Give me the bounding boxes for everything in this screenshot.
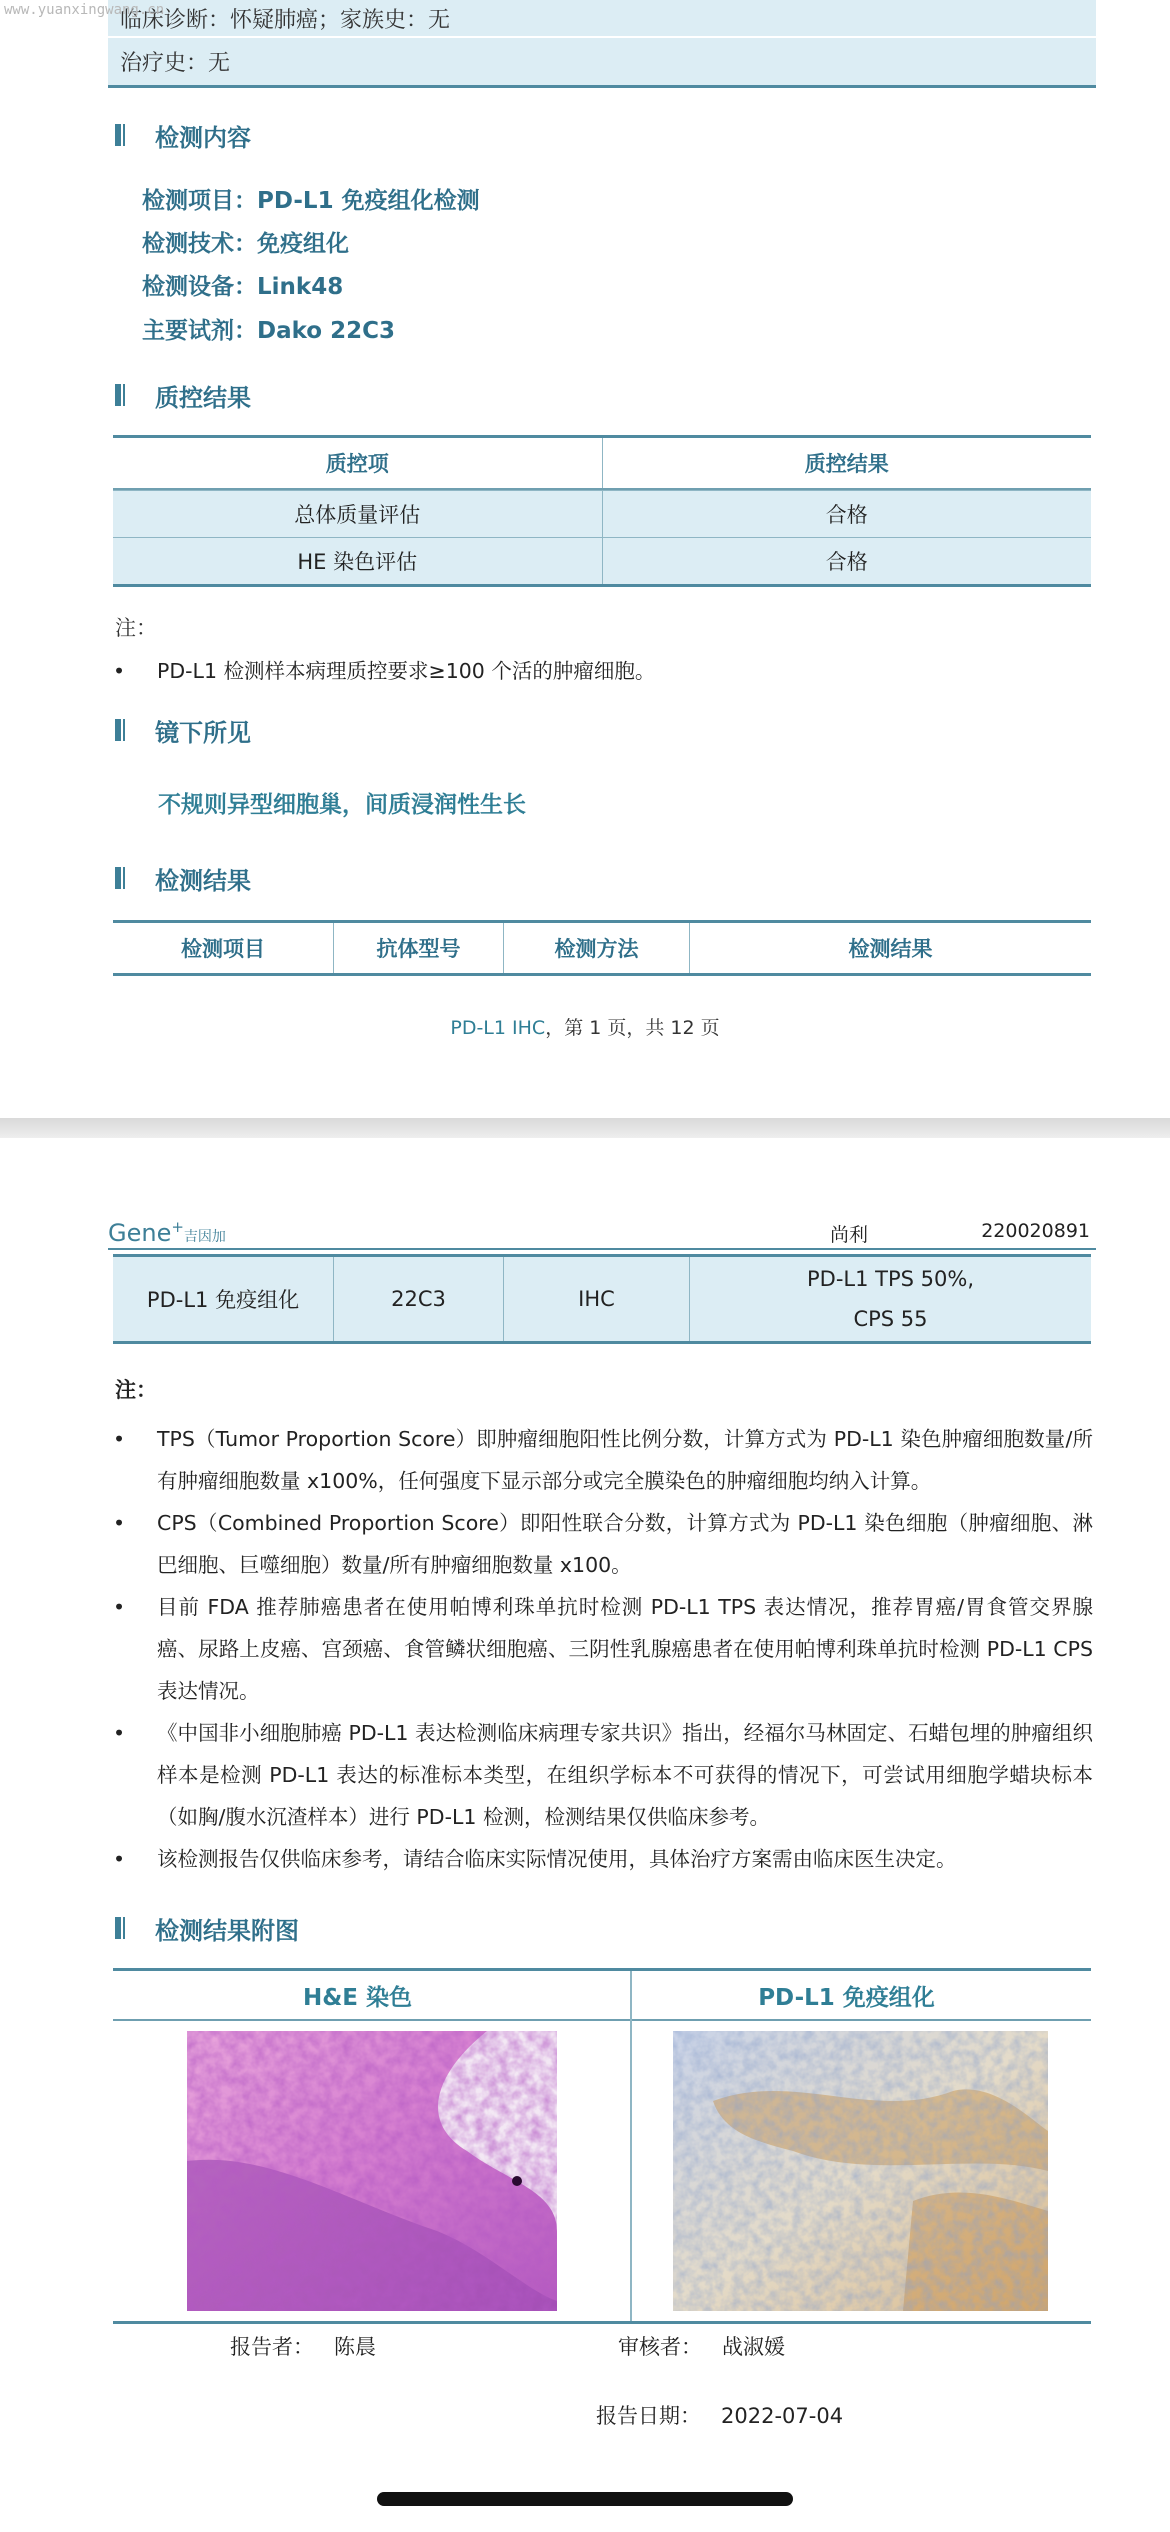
list-item — [113, 1838, 1093, 1880]
test-technique: 检测技术：免疫组化 — [142, 231, 349, 257]
report-id: 220020891 — [981, 1220, 1090, 1242]
footer-test-name: PD-L1 IHC — [450, 1017, 546, 1039]
he-stain-header: H&E 染色 — [302, 1984, 413, 2011]
bullet-icon: • — [113, 1847, 126, 1871]
section-title-content: 检测内容 — [115, 117, 251, 153]
notes-list — [113, 1418, 1093, 1880]
section-bar-icon — [115, 124, 125, 146]
result-table-header — [113, 920, 1091, 976]
qc-header-result: 质控结果 — [602, 438, 1092, 488]
table-row — [113, 537, 1091, 584]
column-divider — [630, 1971, 632, 2321]
qc-table — [113, 435, 1091, 587]
reviewer-name: 战淑媛 — [722, 2335, 786, 2359]
report-page-2 — [0, 1138, 1170, 2532]
footer-page-count: ，第 1 页，共 12 页 — [545, 1017, 720, 1039]
qc-cell-item: 总体质量评估 — [294, 503, 421, 527]
qc-table-header — [113, 438, 1091, 490]
bullet-icon: • — [113, 1595, 126, 1619]
note-label: 注： — [115, 616, 157, 640]
patient-name: 尚利 — [830, 1224, 869, 1246]
table-row — [113, 1254, 1091, 1344]
result-tps: PD-L1 TPS 50%, — [807, 1267, 974, 1291]
report-date-value: 2022-07-04 — [721, 2404, 844, 2428]
report-date-label: 报告日期： — [596, 2404, 701, 2428]
home-indicator[interactable] — [377, 2492, 793, 2506]
section-bar-icon — [115, 867, 125, 889]
watermark: www.yuanxingwang.cn — [4, 2, 165, 18]
list-item — [113, 650, 1093, 692]
result-header-result: 检测结果 — [689, 923, 1091, 973]
bullet-icon: • — [113, 1427, 126, 1451]
report-date — [596, 2400, 843, 2430]
note-cps: CPS（Combined Proportion Score）即阳性联合分数，计算方式为 PD-L1 染色细胞（肿瘤细胞、淋巴细胞、巨噬细胞）数量/所有肿瘤细胞数量 x100。 — [157, 1511, 1093, 1577]
section-title-qc: 质控结果 — [115, 377, 251, 413]
section-title-result: 检测结果 — [115, 860, 251, 896]
result-header-antibody: 抗体型号 — [333, 923, 503, 973]
qc-cell-result: 合格 — [602, 538, 1092, 584]
qc-header-item: 质控项 — [325, 452, 389, 476]
pdl1-ihc-image — [673, 2031, 1048, 2311]
diagnosis-line: 临床诊断：怀疑肺癌；家族史：无 — [108, 0, 1096, 36]
ihc-header: PD-L1 免疫组化 — [758, 1984, 935, 2011]
reporter-name: 陈晨 — [334, 2335, 377, 2359]
reporter — [230, 2331, 376, 2361]
bullet-icon: • — [113, 1721, 126, 1745]
section-title-microscopy: 镜下所见 — [115, 712, 251, 748]
reviewer — [618, 2331, 785, 2361]
result-cell-antibody: 22C3 — [333, 1257, 503, 1341]
he-stain-image — [187, 2031, 557, 2311]
section-title-attachments: 检测结果附图 — [115, 1910, 299, 1946]
section-bar-icon — [115, 719, 125, 741]
list-item — [113, 1418, 1093, 1502]
reporter-label: 报告者： — [230, 2335, 314, 2359]
reviewer-label: 审核者： — [618, 2335, 702, 2359]
report-page-1 — [0, 0, 1170, 1118]
note-text: PD-L1 检测样本病理质控要求≥100 个活的肿瘤细胞。 — [157, 659, 656, 683]
test-reagent: 主要试剂：Dako 22C3 — [142, 318, 395, 344]
result-cps: CPS 55 — [853, 1307, 928, 1331]
list-item — [113, 1502, 1093, 1586]
microscopy-finding: 不规则异型细胞巢，间质浸润性生长 — [158, 792, 526, 818]
list-item — [113, 1712, 1093, 1838]
page-header — [108, 1218, 1096, 1250]
note-disclaimer: 该检测报告仅供临床参考，请结合临床实际情况使用，具体治疗方案需由临床医生决定。 — [157, 1847, 957, 1871]
qc-cell-item: HE 染色评估 — [297, 550, 418, 574]
note-fda: 目前 FDA 推荐肺癌患者在使用帕博利珠单抗时检测 PD-L1 TPS 表达情况，推荐胃癌/胃食管交界腺癌、尿路上皮癌、宫颈癌、食管鳞状细胞癌、三阴性乳腺癌患者在使用帕博利珠单抗时检测 PD-L1 CPS 表达情况。 — [157, 1595, 1093, 1703]
treatment-line: 治疗史：无 — [108, 38, 1096, 88]
note-label: 注： — [115, 1378, 157, 1402]
list-item — [113, 1586, 1093, 1712]
section-bar-icon — [115, 1917, 125, 1939]
test-device: 检测设备：Link48 — [142, 274, 344, 300]
page-footer — [0, 1013, 1170, 1040]
result-cell-result — [689, 1257, 1091, 1341]
image-table-header — [113, 1971, 1091, 2021]
company-logo: Gene+吉因加 — [108, 1218, 226, 1247]
result-cell-method: IHC — [503, 1257, 689, 1341]
bullet-icon: • — [113, 659, 126, 683]
result-cell-item: PD-L1 免疫组化 — [146, 1288, 300, 1312]
bullet-icon: • — [113, 1511, 126, 1535]
page-divider — [0, 1118, 1170, 1138]
qc-cell-result: 合格 — [602, 491, 1092, 537]
test-item: 检测项目：PD-L1 免疫组化检测 — [142, 188, 480, 214]
note-consensus: 《中国非小细胞肺癌 PD-L1 表达检测临床病理专家共识》指出，经福尔马林固定、石蜡包埋的肿瘤组织样本是检测 PD-L1 表达的标准标本类型，在组织学标本不可获得的情况下，可尝试用细胞学蜡块标本（如胸/腹水沉渣样本）进行 PD-L1 检测，检测结果仅供临床参考。 — [157, 1721, 1093, 1829]
result-header-item: 检测项目 — [181, 937, 265, 961]
section-bar-icon — [115, 384, 125, 406]
note-tps: TPS（Tumor Proportion Score）即肿瘤细胞阳性比例分数，计算方式为 PD-L1 染色肿瘤细胞数量/所有肿瘤细胞数量 x100%，任何强度下显示部分或完全膜染色的肿瘤细胞均纳入计算。 — [157, 1427, 1093, 1493]
result-header-method: 检测方法 — [503, 923, 689, 973]
table-row — [113, 490, 1091, 537]
image-table — [113, 1968, 1091, 2324]
